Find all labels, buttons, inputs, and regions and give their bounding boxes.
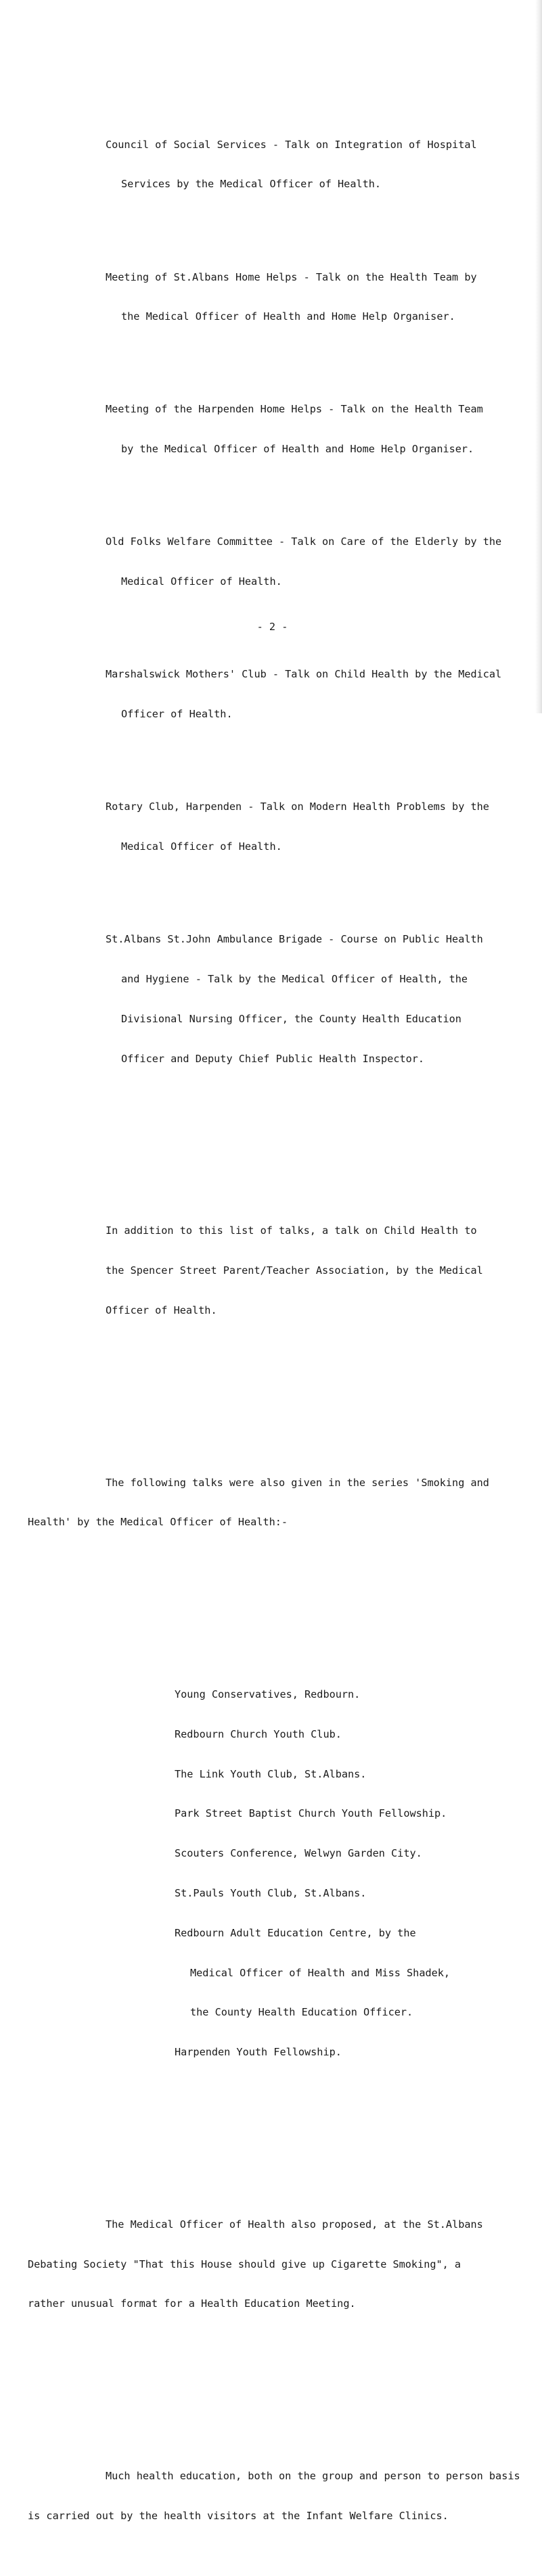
document-body <box>0 59 542 2576</box>
meeting-entry <box>0 509 542 615</box>
meeting-line: Medical Officer of Health. <box>121 840 282 853</box>
list-item: Park Street Baptist Church Youth Fellowship. <box>175 1807 447 1820</box>
meeting-entry <box>0 377 542 483</box>
smoking-intro-paragraph <box>0 1450 542 1556</box>
meeting-line: Meeting of St.Albans Home Helps - Talk on the Health Team by <box>106 270 477 283</box>
meeting-line: Old Folks Welfare Committee - Talk on Care of the Elderly by the <box>106 535 502 548</box>
paragraph-line: the Spencer Street Parent/Teacher Association, by the Medical <box>106 1264 483 1277</box>
list-item: Young Conservatives, Redbourn. <box>175 1688 361 1701</box>
paragraph-line: The Medical Officer of Health also proposed, at the St.Albans <box>106 2218 483 2231</box>
meeting-line: St.Albans St.John Ambulance Brigade - Course on Public Health <box>106 933 483 946</box>
meeting-line: Meeting of the Harpenden Home Helps - Talk on the Health Team <box>106 403 483 416</box>
paragraph-gap <box>0 1383 542 1397</box>
list-item-continuation: the County Health Education Officer. <box>190 2006 413 2019</box>
meeting-entry <box>0 774 542 880</box>
paragraph-line: Much health education, both on the group and person to person basis <box>106 2470 520 2483</box>
paragraph-gap <box>0 2377 542 2391</box>
meeting-line: Divisional Nursing Officer, the County Health Education <box>121 1012 461 1025</box>
meeting-line: Council of Social Services - Talk on Integration of Hospital <box>106 138 477 151</box>
list-item: Harpenden Youth Fellowship. <box>175 2046 342 2059</box>
meeting-line: Officer of Health. <box>121 708 233 721</box>
paragraph-line: is carried out by the health visitors at the Infant Welfare Clinics. <box>28 2509 449 2522</box>
smoking-talks-list <box>0 1662 542 2086</box>
paragraph-gap <box>0 1596 542 1609</box>
paragraph-line: rather unusual format for a Health Education Meeting. <box>28 2297 356 2310</box>
paragraph-line: The following talks were also given in the series 'Smoking and <box>106 1476 489 1489</box>
list-item: Redbourn Adult Education Centre, by the <box>175 1926 416 1939</box>
meeting-entry <box>0 112 542 218</box>
meeting-line: by the Medical Officer of Health and Home Help Organiser. <box>121 443 474 456</box>
meeting-entry <box>0 244 542 350</box>
paragraph-line: Debating Society "That this House should give up Cigarette Smoking", a <box>28 2258 461 2270</box>
paragraph-gap <box>0 2126 542 2139</box>
paragraph-gap <box>0 1132 542 1145</box>
meeting-entry <box>0 907 542 1092</box>
meeting-line: the Medical Officer of Health and Home Help Organiser. <box>121 310 455 323</box>
meeting-line: Rotary Club, Harpenden - Talk on Modern Health Problems by the <box>106 801 489 813</box>
paragraph-line: In addition to this list of talks, a talk on Child Health to <box>106 1224 477 1237</box>
paragraph-line: Officer of Health. <box>106 1304 217 1316</box>
meeting-line: and Hygiene - Talk by the Medical Officer of Health, the <box>121 972 468 985</box>
list-item: Scouters Conference, Welwyn Garden City. <box>175 1847 422 1860</box>
addition-paragraph <box>0 1198 542 1344</box>
page-number: - 2 - <box>256 621 288 633</box>
list-item: Redbourn Church Youth Club. <box>175 1727 342 1740</box>
health-visitors-paragraph <box>0 2443 542 2550</box>
paragraph-line: Health' by the Medical Officer of Health:- <box>28 1516 288 1529</box>
list-item: The Link Youth Club, St.Albans. <box>175 1767 367 1780</box>
meeting-line: Marshalswick Mothers' Club - Talk on Child Health by the Medical <box>106 668 502 681</box>
meeting-line: Services by the Medical Officer of Health. <box>121 178 382 191</box>
meeting-line: Medical Officer of Health. <box>121 575 282 588</box>
meeting-entry <box>0 642 542 748</box>
debate-paragraph <box>0 2192 542 2338</box>
list-item-continuation: Medical Officer of Health and Miss Shadek, <box>190 1966 451 1979</box>
list-item: St.Pauls Youth Club, St.Albans. <box>175 1886 367 1899</box>
meeting-line: Officer and Deputy Chief Public Health Inspector. <box>121 1052 425 1065</box>
